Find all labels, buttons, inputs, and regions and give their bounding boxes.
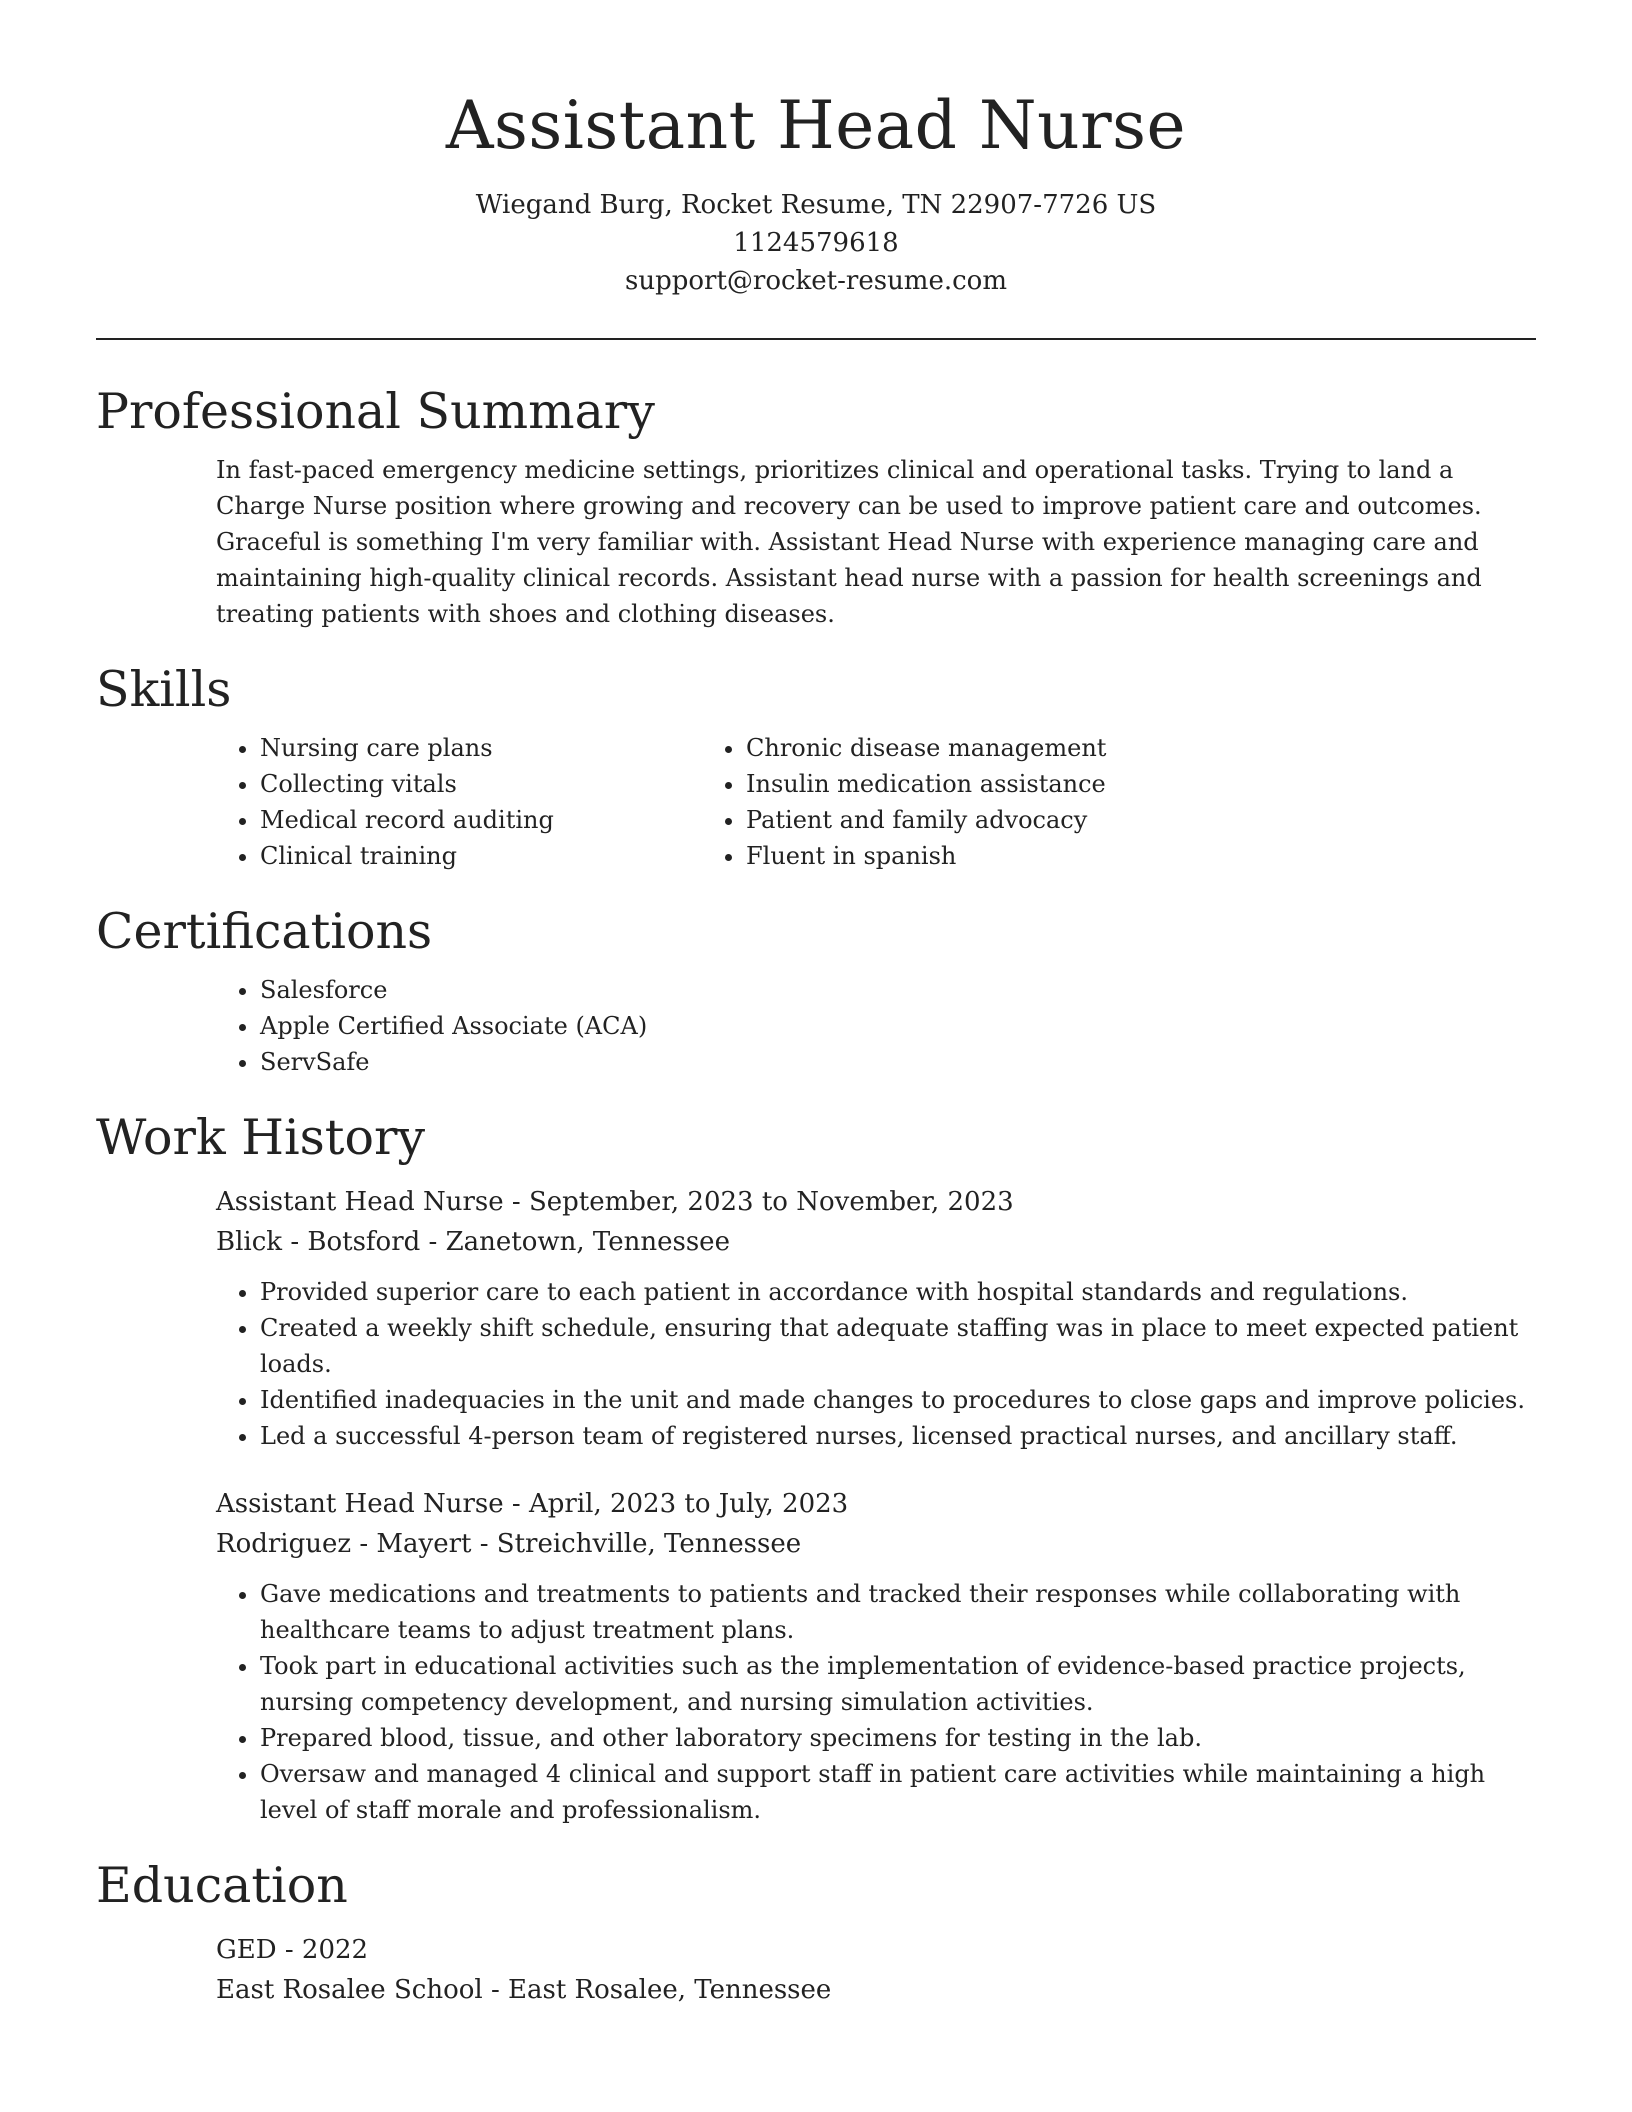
duty-item: • Oversaw and managed 4 clinical and support staff in patient care activities while maintaining a high level of staff morale and professionalism. bbox=[260, 1756, 1536, 1828]
job-employer-location: Rodriguez - Mayert - Streichville, Tennessee bbox=[216, 1529, 802, 1559]
certifications-list bbox=[96, 972, 1536, 1080]
email: support@rocket-resume.com bbox=[624, 266, 1007, 296]
education-title: Education bbox=[96, 1857, 348, 1914]
certifications-section bbox=[96, 900, 1536, 1080]
degree-year: GED - 2022 bbox=[216, 1935, 369, 1965]
skill-item: • Nursing care plans bbox=[260, 730, 746, 766]
skills-section bbox=[96, 658, 1536, 874]
summary-text: In fast-paced emergency medicine settings, prioritizes clinical and operational tasks. Trying to land a Charge Nurse position where growing and recovery can be used to improve patient care and outcomes. Graceful is something I'm very familiar with. Assistant Head Nurse with experience managing care and maintaining high-quality clinical records. Assistant head nurse with a passion for health screenings and treating patients with shoes and clothing diseases. bbox=[216, 456, 1482, 628]
duty-item: • Prepared blood, tissue, and other laboratory specimens for testing in the lab. bbox=[260, 1720, 1536, 1756]
job-employer-location: Blick - Botsford - Zanetown, Tennessee bbox=[216, 1227, 730, 1257]
candidate-name: Assistant Head Nurse bbox=[445, 87, 1187, 164]
contact-info bbox=[96, 186, 1536, 300]
skill-item: • Collecting vitals bbox=[260, 766, 746, 802]
duty-item: • Led a successful 4-person team of registered nurses, licensed practical nurses, and ancillary staff. bbox=[260, 1418, 1536, 1454]
skills-grid bbox=[96, 730, 1536, 874]
skill-item: • Medical record auditing bbox=[260, 802, 746, 838]
skill-item: • Insulin medication assistance bbox=[746, 766, 1232, 802]
certification-item: • Salesforce bbox=[260, 972, 1536, 1008]
education-entry bbox=[96, 1930, 1536, 2010]
summary-title: Professional Summary bbox=[96, 383, 655, 440]
skills-list-right bbox=[746, 730, 1232, 874]
duty-item: • Provided superior care to each patient in accordance with hospital standards and regulations. bbox=[260, 1274, 1536, 1310]
certification-item: • ServSafe bbox=[260, 1044, 1536, 1080]
education-section bbox=[96, 1854, 1536, 2010]
address: Wiegand Burg, Rocket Resume, TN 22907-7726 US bbox=[475, 190, 1157, 220]
duty-item: • Identified inadequacies in the unit and made changes to procedures to close gaps and improve policies. bbox=[260, 1382, 1536, 1418]
work-history-title: Work History bbox=[96, 1109, 426, 1166]
skill-item: • Clinical training bbox=[260, 838, 746, 874]
duty-item: • Took part in educational activities such as the implementation of evidence-based practice projects, nursing competency development, and nursing simulation activities. bbox=[260, 1648, 1536, 1720]
resume-page bbox=[96, 0, 1536, 2010]
job-entry bbox=[96, 1182, 1536, 1454]
skills-list-left bbox=[96, 730, 746, 874]
skills-title: Skills bbox=[96, 661, 232, 718]
work-history-section bbox=[96, 1106, 1536, 1828]
job-title-dates: Assistant Head Nurse - April, 2023 to July, 2023 bbox=[216, 1489, 849, 1519]
certifications-title: Certifications bbox=[96, 903, 433, 960]
skill-item: • Fluent in spanish bbox=[746, 838, 1232, 874]
summary-section bbox=[96, 380, 1536, 632]
job-duties bbox=[96, 1576, 1536, 1828]
duty-item: • Created a weekly shift schedule, ensuring that adequate staffing was in place to meet expected patient loads. bbox=[260, 1310, 1536, 1382]
school-location: East Rosalee School - East Rosalee, Tennessee bbox=[216, 1975, 832, 2005]
skill-item: • Chronic disease management bbox=[746, 730, 1232, 766]
job-duties bbox=[96, 1274, 1536, 1454]
phone: 1124579618 bbox=[733, 228, 899, 258]
resume-header bbox=[96, 0, 1536, 300]
duty-item: • Gave medications and treatments to patients and tracked their responses while collaborating with healthcare teams to adjust treatment plans. bbox=[260, 1576, 1536, 1648]
job-title-dates: Assistant Head Nurse - September, 2023 to November, 2023 bbox=[216, 1187, 1014, 1217]
skill-item: • Patient and family advocacy bbox=[746, 802, 1232, 838]
certification-item: • Apple Certified Associate (ACA) bbox=[260, 1008, 1536, 1044]
header-divider bbox=[96, 338, 1536, 340]
job-entry bbox=[96, 1484, 1536, 1828]
